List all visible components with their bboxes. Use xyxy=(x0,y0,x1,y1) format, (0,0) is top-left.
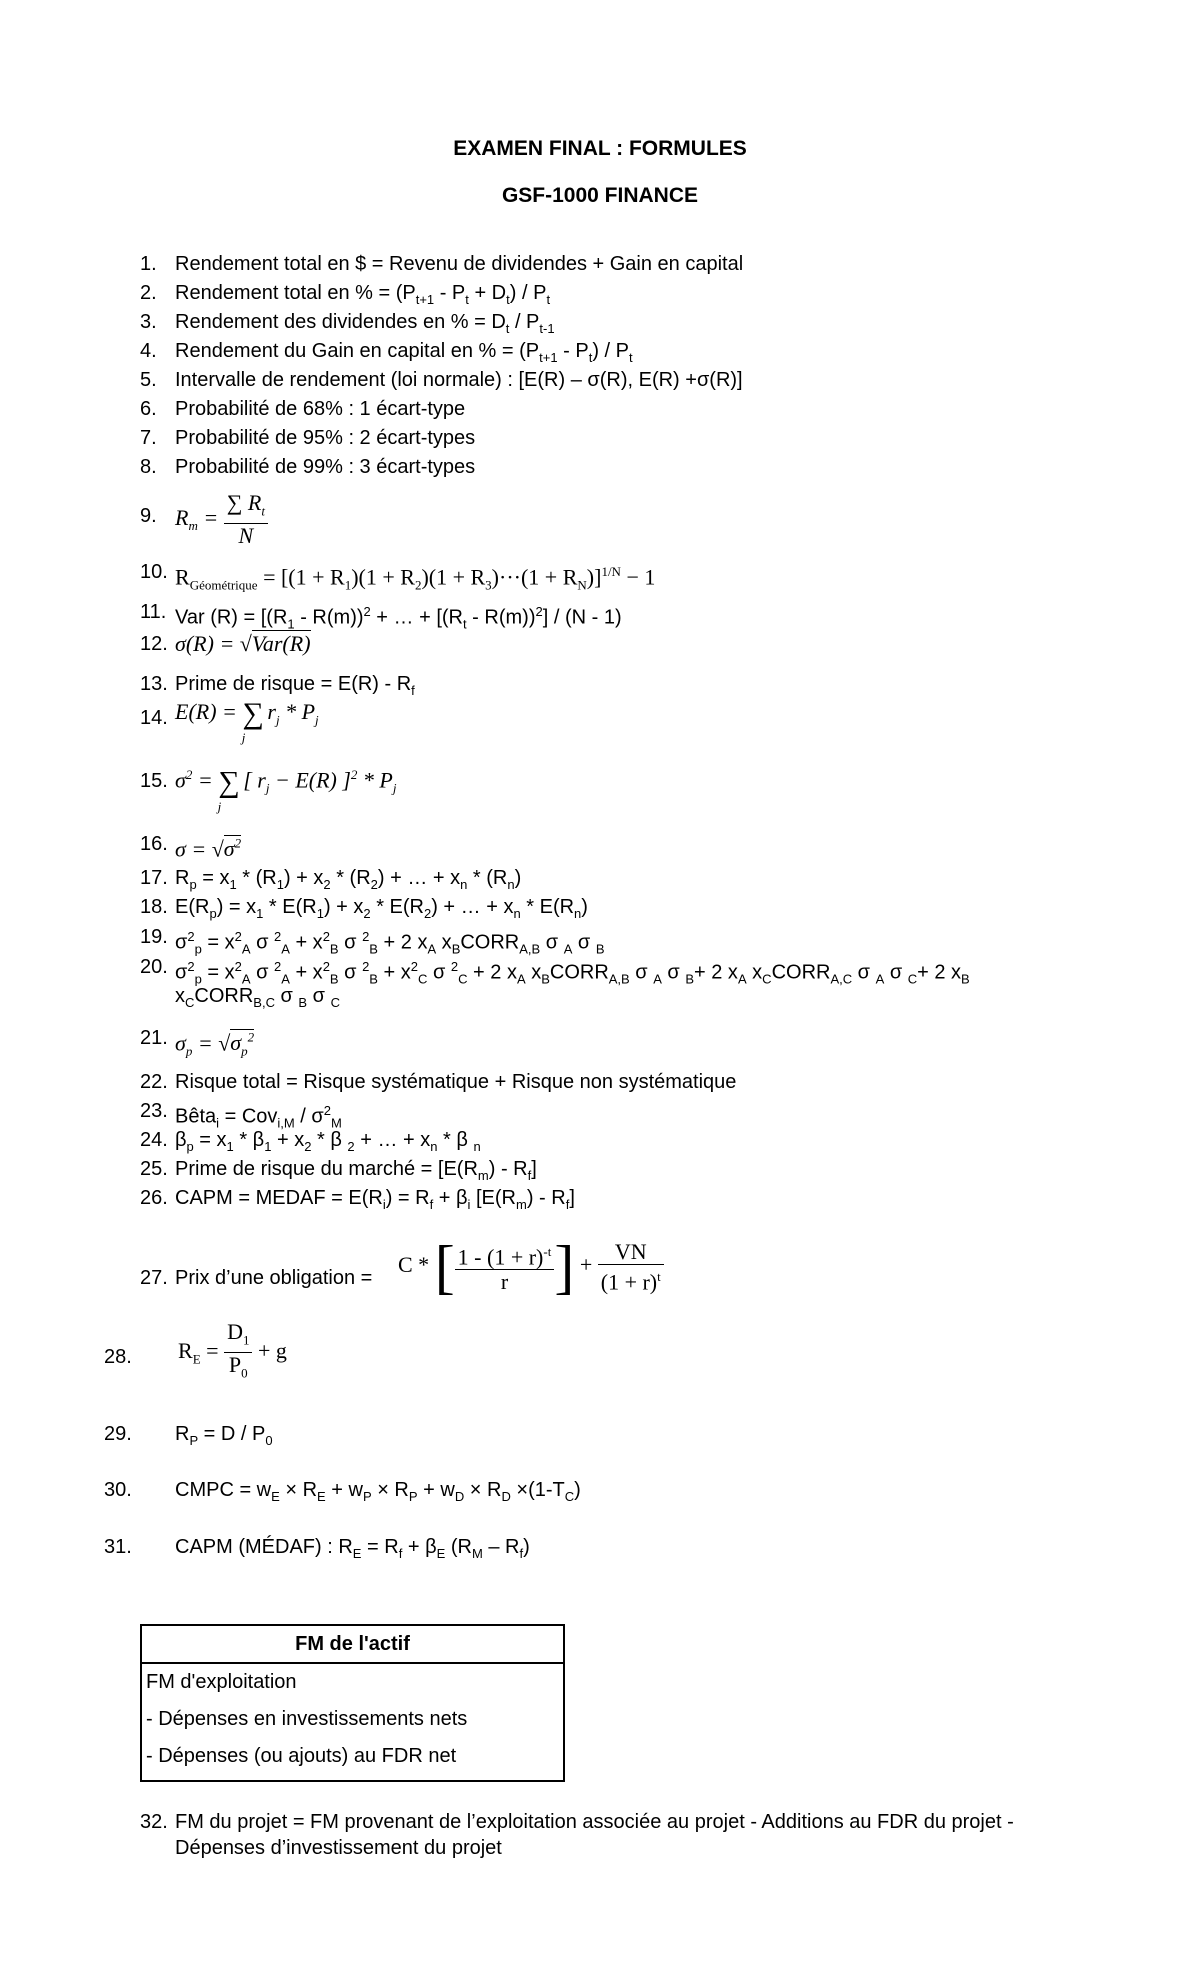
item-number: 20. xyxy=(140,956,168,978)
formula-math: $\sigma^2 = \sum_j$[ $r_j - E(R)$ ]$^2 * P_j$ xyxy=(175,765,397,814)
formula-math: σ(R) = √Var(R) xyxy=(175,631,311,656)
page-title: EXAMEN FINAL : FORMULES xyxy=(453,137,747,160)
formula-text: Prime de risque = $E(R) - R_f$ xyxy=(175,673,415,698)
formula-text: $E(R_p) = x_1 * E(R_1) + x_2 * E(R_2)$ + … + $x_n * E(R_n)$ xyxy=(175,896,588,921)
item-number: 13. xyxy=(140,673,168,695)
item-number: 14. xyxy=(140,707,168,729)
item-number: 8. xyxy=(140,456,157,478)
item-number: 9. xyxy=(140,505,157,527)
formula-text: CMPC = $w_E \times R_E + w_P \times R_P + w_D \times R_D \times(1-T_C)$ xyxy=(175,1479,581,1504)
cash-flow-table xyxy=(140,1624,565,1782)
item-number: 2. xyxy=(140,282,157,304)
formula-text: Probabilité de 68% : 1 écart-type xyxy=(175,398,466,420)
item-number: 22. xyxy=(140,1071,168,1093)
table-row: - Dépenses (ou ajouts) au FDR net xyxy=(146,1745,457,1767)
formula-math: $E(R) = \sum_jr_j * P_j$ xyxy=(175,696,319,746)
item-number: 21. xyxy=(140,1027,168,1049)
item-number: 4. xyxy=(140,340,157,362)
item-number: 25. xyxy=(140,1158,168,1180)
item-number: 28. xyxy=(104,1346,132,1368)
item-number: 3. xyxy=(140,311,157,333)
formula-math: $\sigma_p = √\sigma_p^2$ xyxy=(175,1030,255,1059)
formula-text: $\sigma^2_p = x^2_A$ σ $^2_A + x^2_B$ σ $^2_B + x^2_C$ σ $^2_C$ + 2 $x_A$ $x_BCORR_{A,B}$ σ $_A$ σ $_B$+ 2 $x_A$ $x_CCORR_{A,C}$ σ $_A$ σ $_C$+ 2 $x_B$ xyxy=(175,959,970,987)
item-number: 12. xyxy=(140,633,168,655)
item-number: 18. xyxy=(140,896,168,918)
formula-text: Intervalle de rendement (loi normale) : [E(R) – σ(R), E(R) +σ(R)] xyxy=(175,369,743,391)
formula-math: $R_{Géométrique} = [(1 + R_1)(1 + R_2)(1 + R_3)\cdot\cdot\cdot(1 + R_N)]^{1/N} - 1$ xyxy=(175,564,656,593)
formula-text: CAPM = MEDAF = $E(R_i) = R_f + \beta_i$ $[E(R_m) - R_f]$ xyxy=(175,1187,575,1212)
page-subtitle: GSF-1000 FINANCE xyxy=(501,184,699,207)
formula-text: Probabilité de 99% : 3 écart-types xyxy=(175,456,476,478)
item-number: 1. xyxy=(140,253,157,275)
item-number: 30. xyxy=(104,1479,132,1501)
formula-text: $R_p = x_1 * (R_1) + x_2 * (R_2)$ + … + $x_n * (R_n)$ xyxy=(175,867,522,892)
formula-text: $\beta_p = x_1 * \beta_1 + x_2 * \beta$ $_2$ + … + $x_n$ * β $_n$ xyxy=(175,1129,481,1154)
formula-math: $R_m$ = $\frac{\sum R_t}{N}$ xyxy=(175,491,268,548)
item-number: 32. xyxy=(140,1811,168,1833)
formula-text: Rendement total en % = $(P_{t+1} - P_t + D_t) / P_t$ xyxy=(175,282,551,307)
formula-text-continued: $x_CCORR_{B,C}$ σ $_B$ σ $_C$ xyxy=(175,985,340,1010)
item-number: 24. xyxy=(140,1129,168,1151)
item-number: 5. xyxy=(140,369,157,391)
formula-text: CAPM (MÉDAF) : $R_E = R_f + \beta_E$ $(R_M - R_f)$ xyxy=(175,1536,530,1561)
item-number: 27. xyxy=(140,1267,168,1289)
item-number: 31. xyxy=(104,1536,132,1558)
formula-math: $R_E$ = $\frac{D_1}{P_0}$ + g xyxy=(178,1319,287,1381)
formula-text: Rendement du Gain en capital en % = $(P_{t+1} - P_t) / P_t$ xyxy=(175,340,633,365)
formula-math: $\sigma = √\sigma^2$ xyxy=(175,836,242,862)
formula-text: Rendement des dividendes en % = $D_t / P_{t-1}$ xyxy=(175,311,555,336)
item-number: 19. xyxy=(140,926,168,948)
formula-text: Probabilité de 95% : 2 écart-types xyxy=(175,427,476,449)
item-number: 16. xyxy=(140,833,168,855)
bond-price-math: C * [ $\frac{1 - (1 + r)^{-t}}{r}$ ] + $\frac{VN}{(1 + r)^t}$ xyxy=(398,1240,664,1294)
item-number: 29. xyxy=(104,1423,132,1445)
item-number: 10. xyxy=(140,561,168,583)
formula-text: Risque total = Risque systématique + Risque non systématique xyxy=(175,1071,737,1093)
table-header: FM de l'actif xyxy=(142,1626,563,1664)
item-number: 23. xyxy=(140,1100,168,1122)
formula-text: $R_P = D / P_0$ xyxy=(175,1423,273,1448)
formula-text: $\sigma^2_p = x^2_A$ σ $^2_A + x^2_B$ σ $^2_B$ + 2 $x_A$ $x_BCORR_{A,B}$ σ $_A$ σ $_B$ xyxy=(175,929,605,957)
formula-text-continued: Dépenses d’investissement du projet xyxy=(175,1837,502,1859)
item-number: 7. xyxy=(140,427,157,449)
item-number: 6. xyxy=(140,398,157,420)
item-number: 17. xyxy=(140,867,168,889)
table-row: FM d'exploitation xyxy=(146,1671,297,1693)
formula-text: Prix d’une obligation = xyxy=(175,1267,373,1289)
formula-text: Prime de risque du marché = $[E(R_m) - R_f]$ xyxy=(175,1158,537,1183)
formula-text: Bêta$_i$ = $Cov_{i,M} / \sigma^2_M$ xyxy=(175,1103,342,1131)
item-number: 26. xyxy=(140,1187,168,1209)
formula-text: Var $(R) = [(R_1 - R(m))^2$ + … + $[(R_t - R(m))^2] / (N - 1)$ xyxy=(175,604,622,632)
formula-text: Rendement total en $ = Revenu de dividendes + Gain en capital xyxy=(175,253,744,275)
formula-text: FM du projet = FM provenant de l’exploitation associée au projet - Additions au FDR du projet - xyxy=(175,1811,1014,1833)
item-number: 11. xyxy=(140,601,167,623)
item-number: 15. xyxy=(140,770,168,792)
table-row: - Dépenses en investissements nets xyxy=(146,1708,468,1730)
